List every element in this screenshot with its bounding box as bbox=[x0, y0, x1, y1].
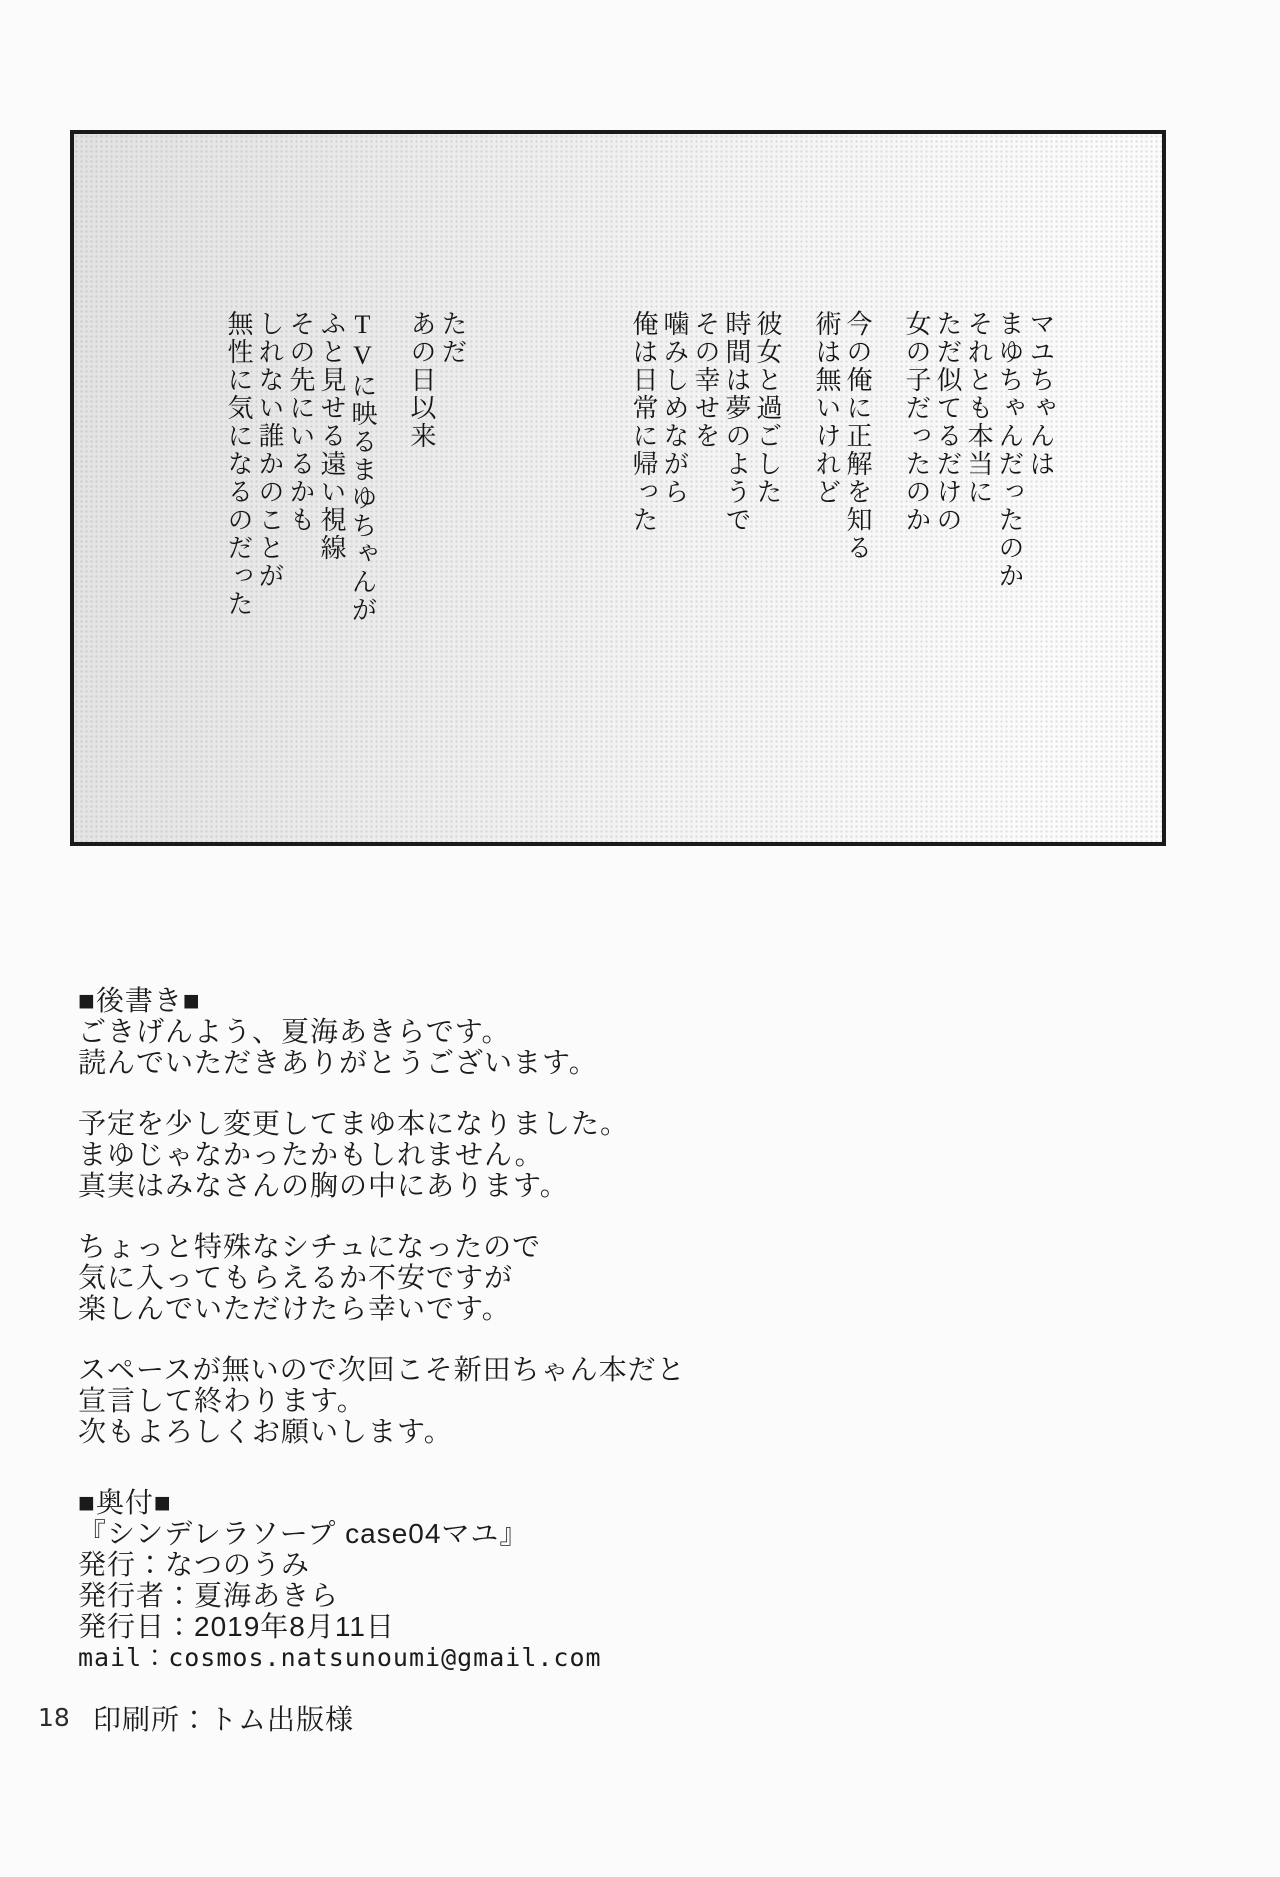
poem-column: 術は無いけれど bbox=[812, 310, 841, 506]
poem-column: 女の子だったのか bbox=[902, 310, 931, 534]
poem-column: 無性に気になるのだった bbox=[224, 310, 253, 618]
afterword-line: 予定を少し変更してまゆ本になりました。 bbox=[78, 1108, 630, 1139]
afterword-line: まゆじゃなかったかもしれません。 bbox=[78, 1139, 544, 1170]
colophon-heading: ■奥付■ bbox=[78, 1487, 172, 1518]
poem-column: 俺は日常に帰った bbox=[629, 310, 658, 534]
date-line: 発行日：2019年8月11日 bbox=[78, 1611, 395, 1642]
publisher-line: 発行：なつのうみ bbox=[78, 1549, 311, 1580]
vertical-poem bbox=[223, 310, 1056, 750]
mail-line: mail：cosmos.natsunoumi@gmail.com bbox=[78, 1643, 602, 1672]
colophon-section bbox=[78, 1487, 602, 1673]
poem-column: その先にいるかも bbox=[286, 310, 315, 534]
poem-column: あの日以来 bbox=[407, 310, 436, 450]
afterword-line: ごきげんよう、夏海あきらです。 bbox=[78, 1016, 511, 1047]
poem-column: TVに映るまゆちゃんが bbox=[348, 310, 377, 624]
afterword-line: 真実はみなさんの胸の中にあります。 bbox=[78, 1170, 569, 1201]
afterword-line: スペースが無いので次回こそ新田ちゃん本だと bbox=[78, 1354, 686, 1385]
poem-column: 今の俺に正解を知る bbox=[843, 310, 872, 562]
afterword-line: 楽しんでいただけたら幸いです。 bbox=[78, 1293, 511, 1324]
book-title: 『シンデレラソープ case04マユ』 bbox=[78, 1518, 529, 1549]
printer-line: 印刷所：トム出版様 bbox=[93, 1704, 355, 1735]
screentone-panel bbox=[70, 130, 1166, 846]
poem-column: マユちゃんは bbox=[1026, 310, 1055, 478]
page-number: 18 bbox=[38, 1703, 70, 1732]
poem-column: ふと見せる遠い視線 bbox=[317, 310, 346, 562]
afterword-line: 気に入ってもらえるか不安ですが bbox=[78, 1262, 514, 1293]
poem-column: しれない誰かのことが bbox=[255, 310, 284, 590]
afterword-line: 宣言して終わります。 bbox=[78, 1385, 366, 1416]
poem-column: ただ bbox=[438, 310, 467, 366]
afterword-line: 読んでいただきありがとうございます。 bbox=[78, 1047, 598, 1078]
poem-column: ただ似てるだけの bbox=[933, 310, 962, 534]
poem-column: 噛みしめながら bbox=[660, 310, 689, 506]
poem-column: それとも本当に bbox=[964, 310, 993, 506]
author-line: 発行者：夏海あきら bbox=[78, 1580, 340, 1611]
afterword-section bbox=[78, 985, 686, 1447]
poem-column: 時間は夢のようで bbox=[722, 310, 751, 534]
afterword-heading: ■後書き■ bbox=[78, 985, 201, 1016]
poem-column: 彼女と過ごした bbox=[753, 310, 782, 506]
afterword-line: 次もよろしくお願いします。 bbox=[78, 1416, 453, 1447]
afterword-line: ちょっと特殊なシチュになったので bbox=[78, 1231, 542, 1262]
poem-column: まゆちゃんだったのか bbox=[995, 310, 1024, 590]
poem-column: その幸せを bbox=[691, 310, 720, 450]
